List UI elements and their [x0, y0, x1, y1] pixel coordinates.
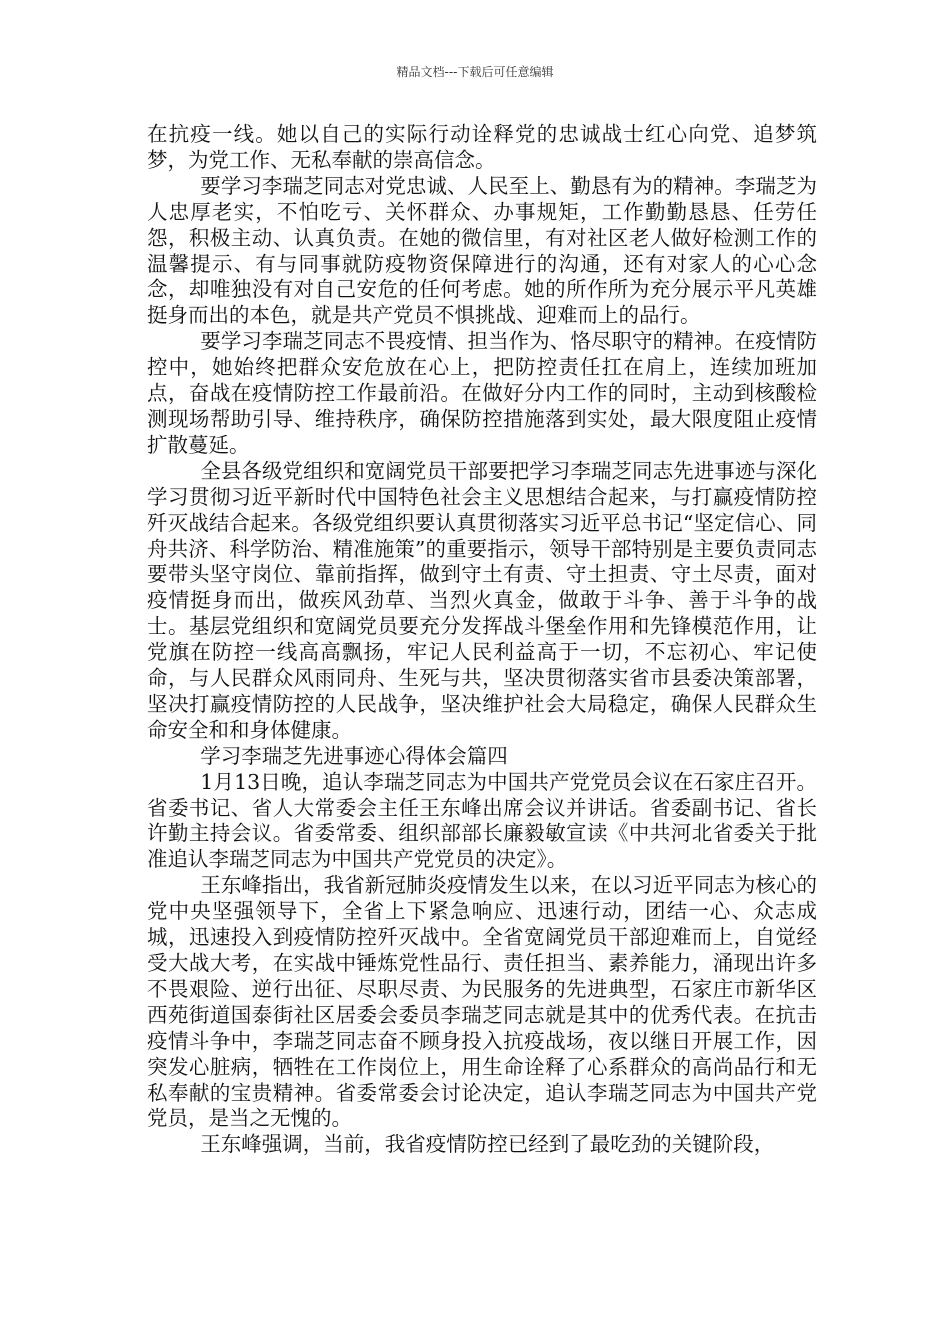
- page-header: 精品文档---下载后可任意编辑: [396, 65, 554, 79]
- paragraph-4: 全县各级党组织和宽阔党员干部要把学习李瑞芝同志先进事迹与深化学习贯彻习近平新时代中国特色社会主义思想结合起来，与打赢疫情防控歼灭战结合起来。各级党组织要认真贯彻落实习近平总书记“坚定信心、同舟共济、科学防治、精准施策”的重要指示，领导干部特别是主要负责同志要带头坚守岗位、靠前指挥，做到守土有责、守土担责、守土尽责，面对疫情挺身而出，做疾风劲草、当烈火真金，做敢于斗争、善于斗争的战士。基层党组织和宽阔党员要充分发挥战斗堡垒作用和先锋模范作用，让党旗在防控一线高高飘扬，牢记人民利益高于一切，不忘初心、牢记使命，与人民群众风雨同舟、生死与共，坚决贯彻落实省市县委决策部署，坚决打赢疫情防控的人民战争，坚决维护社会大局稳定，确保人民群众生命安全和和身体健康。: [147, 458, 817, 742]
- paragraph-3: 要学习李瑞芝同志不畏疫情、担当作为、恪尽职守的精神。在疫情防控中，她始终把群众安危放在心上，把防控责任扛在肩上，连续加班加点，奋战在疫情防控工作最前沿。在做好分内工作的同时，主动到核酸检测现场帮助引导、维持秩序，确保防控措施落到实处，最大限度阻止疫情扩散蔓延。: [147, 329, 817, 457]
- paragraph-7: 王东峰强调，当前，我省疫情防控已经到了最吃劲的关键阶段，: [200, 1132, 775, 1157]
- paragraph-1: 在抗疫一线。她以自己的实际行动诠释党的忠诚战士红心向党、追梦筑梦，为党工作、无私奉献的崇高信念。: [147, 122, 817, 172]
- paragraph-5: 1月13日晚，追认李瑞芝同志为中国共产党党员会议在石家庄召开。省委书记、省人大常委会主任王东峰出席会议并讲话。省委副书记、省长许勤主持会议。省委常委、组织部部长廉毅敏宣读《中共河北省委关于批准追认李瑞芝同志为中国共产党党员的决定》。: [147, 769, 817, 872]
- document-body: [147, 122, 817, 1158]
- section-heading: 学习李瑞芝先进事迹心得体会篇四: [200, 743, 508, 768]
- paragraph-2: 要学习李瑞芝同志对党忠诚、人民至上、勤恳有为的精神。李瑞芝为人忠厚老实，不怕吃亏、关怀群众、办事规矩，工作勤勤恳恳、任劳任怨，积极主动、认真负责。在她的微信里，有对社区老人做好检测工作的温馨提示、有与同事就防疫物资保障进行的沟通，还有对家人的心心念念，却唯独没有对自己安危的任何考虑。她的所作所为充分展示平凡英雄挺身而出的本色，就是共产党员不惧挑战、迎难而上的品行。: [147, 173, 817, 328]
- paragraph-6: 王东峰指出，我省新冠肺炎疫情发生以来，在以习近平同志为核心的党中央坚强领导下，全省上下紧急响应、迅速行动，团结一心、众志成城，迅速投入到疫情防控歼灭战中。全省宽阔党员干部迎难而上，自觉经受大战大考，在实战中锤炼党性品行、责任担当、素养能力，涌现出许多不畏艰险、逆行出征、尽职尽责、为民服务的先进典型，石家庄市新华区西苑街道国泰街社区居委会委员李瑞芝同志就是其中的优秀代表。在抗击疫情斗争中，李瑞芝同志奋不顾身投入抗疫战场，夜以继日开展工作，因突发心脏病，牺牲在工作岗位上，用生命诠释了心系群众的高尚品行和无私奉献的宝贵精神。省委常委会讨论决定，追认李瑞芝同志为中国共产党党员，是当之无愧的。: [147, 873, 817, 1131]
